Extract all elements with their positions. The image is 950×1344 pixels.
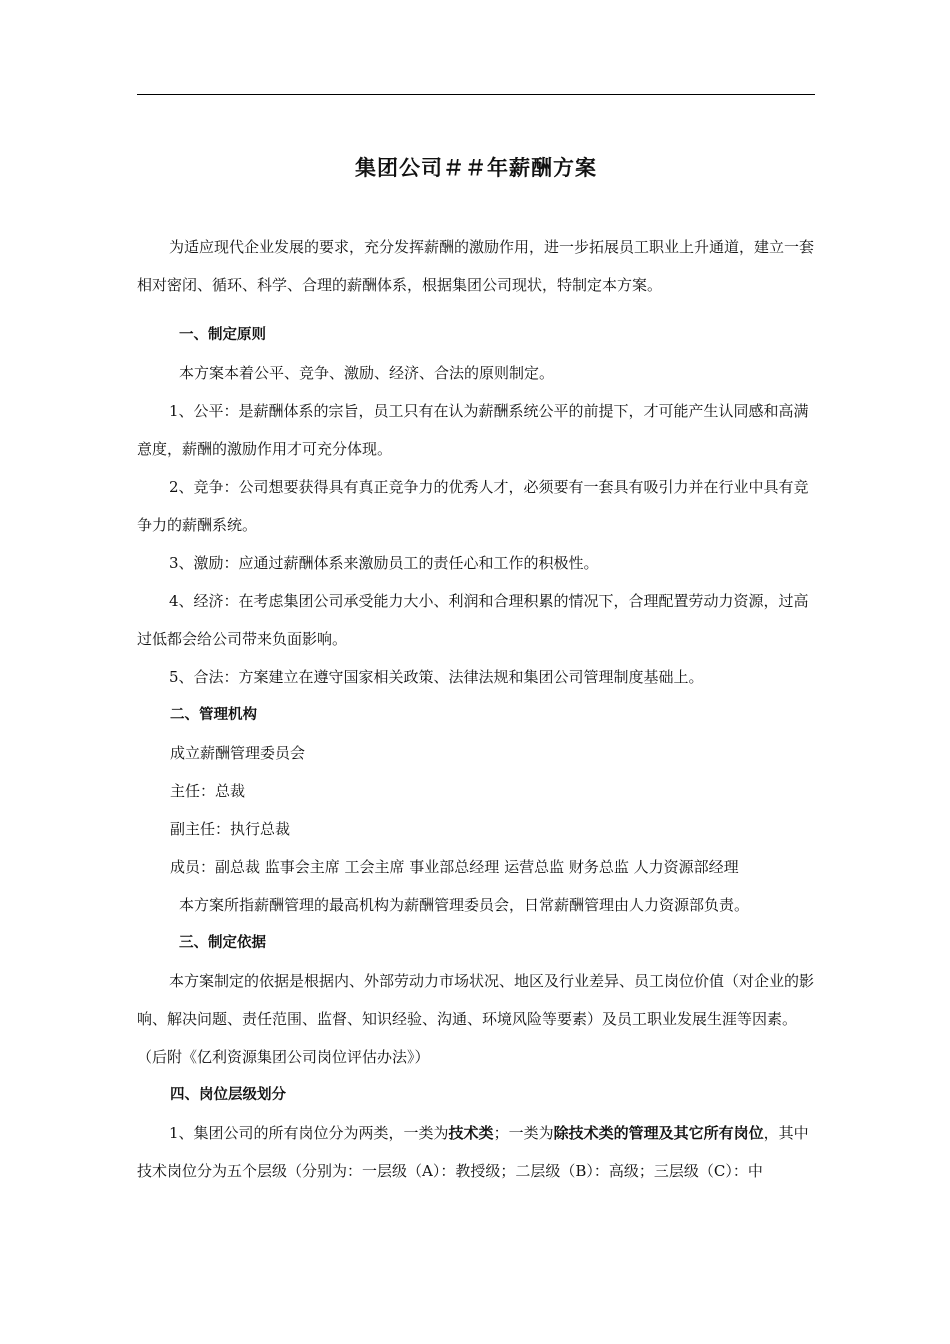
document-body [137,228,817,1190]
section2-heading: 二、管理机构 [170,707,257,723]
members-line: 成员：副总裁 监事会主席 工会主席 事业部总经理 运营总监 财务总监 人力资源部经理 [170,858,739,876]
section4-heading: 四、岗位层级划分 [170,1087,286,1103]
section1-lead: 本方案本着公平、竞争、激励、经济、合法的原则制定。 [179,364,555,382]
director-line: 主任：总裁 [170,782,246,800]
section4-text-a: 1、集团公司的所有岗位分为两类，一类为 [169,1124,449,1142]
document-title: 集团公司＃＃年薪酬方案 [355,156,597,180]
section4-paragraph1 [137,1114,817,1190]
section1-heading: 一、制定原则 [179,327,266,343]
principle-competition: 2、竞争：公司想要获得具有真正竞争力的优秀人才，必须要有一套具有吸引力并在行业中具有竞争力的薪酬系统。 [137,478,809,534]
principle-fairness: 1、公平：是薪酬体系的宗旨，员工只有在认为薪酬系统公平的前提下，才可能产生认同感和高满意度，薪酬的激励作用才可充分体现。 [137,402,809,458]
section3-text: 本方案制定的依据是根据内、外部劳动力市场状况、地区及行业差异、员工岗位价值（对企业的影响、解决问题、责任范围、监督、知识经验、沟通、环境风险等要素）及员工职业发展生涯等因素。（后附《亿利资源集团公司岗位评估办法》） [137,972,815,1066]
intro-paragraph: 为适应现代企业发展的要求，充分发挥薪酬的激励作用，进一步拓展员工职业上升通道，建立一套相对密闭、循环、科学、合理的薪酬体系，根据集团公司现状，特制定本方案。 [137,238,815,294]
committee-line: 成立薪酬管理委员会 [170,744,306,762]
principle-legality: 5、合法：方案建立在遵守国家相关政策、法律法规和集团公司管理制度基础上。 [169,668,704,686]
principle-incentive: 3、激励：应通过薪酬体系来激励员工的责任心和工作的积极性。 [169,554,599,572]
principle-economy: 4、经济：在考虑集团公司承受能力大小、利润和合理积累的情况下，合理配置劳动力资源，过高过低都会给公司带来负面影响。 [137,592,809,648]
section2-note: 本方案所指薪酬管理的最高机构为薪酬管理委员会，日常薪酬管理由人力资源部负责。 [179,896,750,914]
section4-text-b: ；一类为 [493,1124,554,1142]
section4-text-c: ，其中技术岗位分为五个层级（分别为：一层级（A）：教授级；二层级（B）：高级；三层级（C）：中 [137,1124,809,1180]
section4-bold-tech: 技术类 [448,1124,494,1142]
section3-heading: 三、制定依据 [179,935,266,951]
section4-bold-management: 除技术类的管理及其它所有岗位 [553,1124,764,1142]
deputy-director-line: 副主任：执行总裁 [170,820,291,838]
header-rule [137,94,815,95]
